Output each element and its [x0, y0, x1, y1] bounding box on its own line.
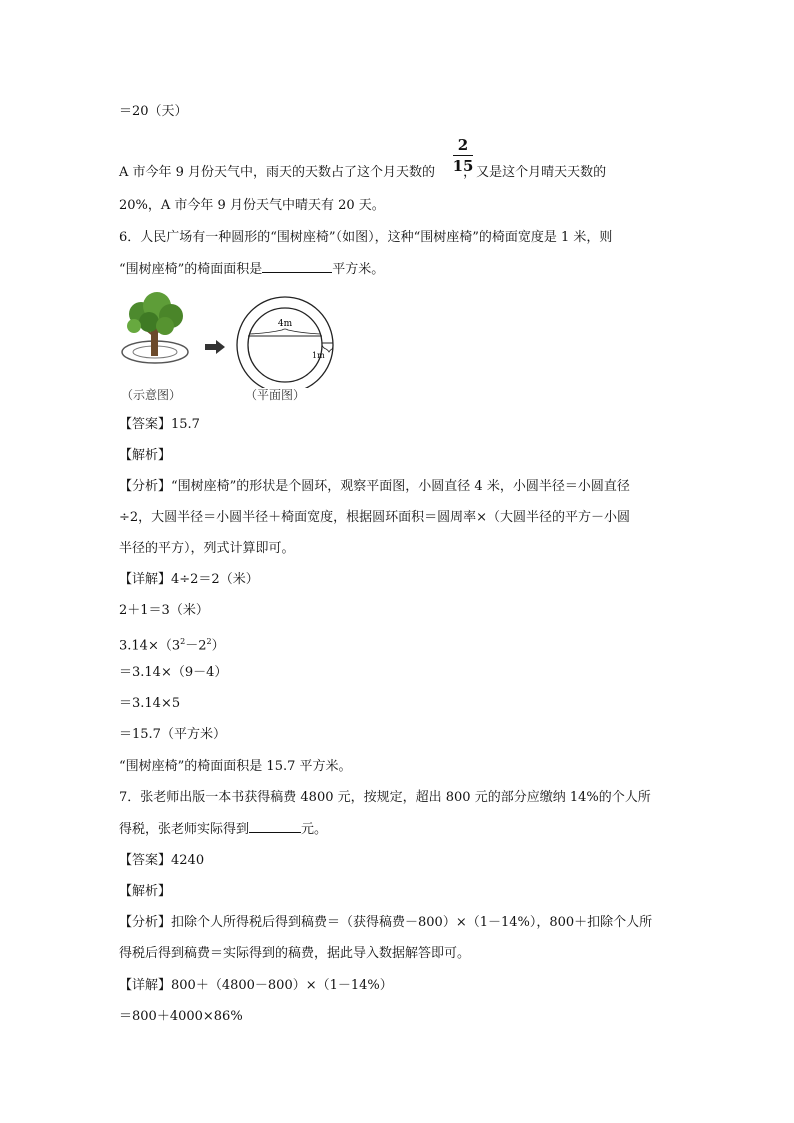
detail-6-line-6: ＝15.7（平方米）	[119, 727, 226, 742]
text-segment: 平方米。	[332, 262, 385, 277]
detail-6-line-3	[119, 633, 225, 655]
fraction-2-15	[452, 136, 474, 175]
caption-schematic: （示意图）	[121, 388, 182, 402]
fraction-numerator: 2	[457, 136, 469, 154]
caption-plan-view: （平面图）	[245, 388, 306, 402]
detail-6-line-2: 2＋1＝3（米）	[119, 603, 209, 618]
analysis-6-line-3: 半径的平方），列式计算即可。	[119, 541, 295, 556]
text-segment: “围树座椅”的椅面面积是	[119, 262, 263, 277]
width-label: 1m	[312, 351, 325, 360]
answer-7: 【答案】4240	[119, 853, 205, 868]
analysis-heading-6: 【解析】	[119, 448, 172, 463]
tree-bench-figure	[119, 288, 349, 406]
answer-blank	[262, 260, 332, 273]
plan-view-diagram	[237, 297, 333, 388]
question-text-line	[119, 164, 606, 182]
tree-icon	[122, 292, 188, 363]
text-segment: A 市今年 9 月份天气中，雨天的天数占了这个月天数的	[119, 165, 436, 180]
detail-6-line-4: ＝3.14×（9－4）	[119, 665, 228, 680]
text-segment: 3.14×（3	[119, 638, 181, 654]
question-6-line-1: 6．人民广场有一种圆形的“围树座椅”（如图），这种“围树座椅”的椅面宽度是 1 米，则	[119, 230, 613, 245]
detail-7-line-1: 【详解】800＋（4800－800）×（1－14%）	[119, 978, 393, 993]
diameter-label: 4m	[277, 319, 293, 329]
text-segment: －2	[185, 638, 207, 654]
detail-6-line-1: 【详解】4÷2＝2（米）	[119, 572, 259, 587]
text-segment: ，又是这个月晴天天数的	[463, 165, 607, 180]
arrow-right-icon	[205, 340, 225, 354]
detail-6-conclusion: “围树座椅”的椅面面积是 15.7 平方米。	[119, 759, 352, 774]
text-segment: ）	[211, 638, 225, 654]
question-7-line-1: 7．张老师出版一本书获得稿费 4800 元，按规定，超出 800 元的部分应缴纳 14%的个人所	[119, 790, 651, 805]
text-segment: 得税，张老师实际得到	[119, 822, 250, 837]
conclusion-line: 20%，A 市今年 9 月份天气中晴天有 20 天。	[119, 198, 385, 213]
figure-illustration	[119, 288, 349, 388]
analysis-heading-7: 【解析】	[119, 884, 172, 899]
analysis-6-line-1: 【分析】“围树座椅”的形状是个圆环，观察平面图，小圆直径 4 米，小圆半径＝小圆直径	[119, 479, 630, 494]
analysis-7-line-1: 【分析】扣除个人所得税后得到稿费＝（获得稿费－800）×（1－14%），800＋扣除个人所	[119, 915, 653, 930]
question-7-line-2	[119, 820, 327, 839]
fraction-denominator: 15	[452, 157, 474, 175]
text-segment: 元。	[301, 822, 328, 837]
detail-7-line-2: ＝800＋4000×86%	[119, 1009, 243, 1024]
answer-6: 【答案】15.7	[119, 417, 200, 432]
answer-blank	[249, 820, 301, 833]
analysis-6-line-2: ÷2，大圆半径＝小圆半径＋椅面宽度，根据圆环面积＝圆周率×（大圆半径的平方－小圆	[119, 510, 631, 525]
detail-6-line-5: ＝3.14×5	[119, 696, 181, 711]
exponent: 2	[180, 637, 186, 646]
analysis-7-line-2: 得税后得到稿费＝实际得到的稿费，据此导入数据解答即可。	[119, 946, 471, 961]
question-6-line-2	[119, 260, 384, 279]
solution-line-1: ＝20（天）	[119, 104, 188, 119]
exponent: 2	[206, 637, 212, 646]
